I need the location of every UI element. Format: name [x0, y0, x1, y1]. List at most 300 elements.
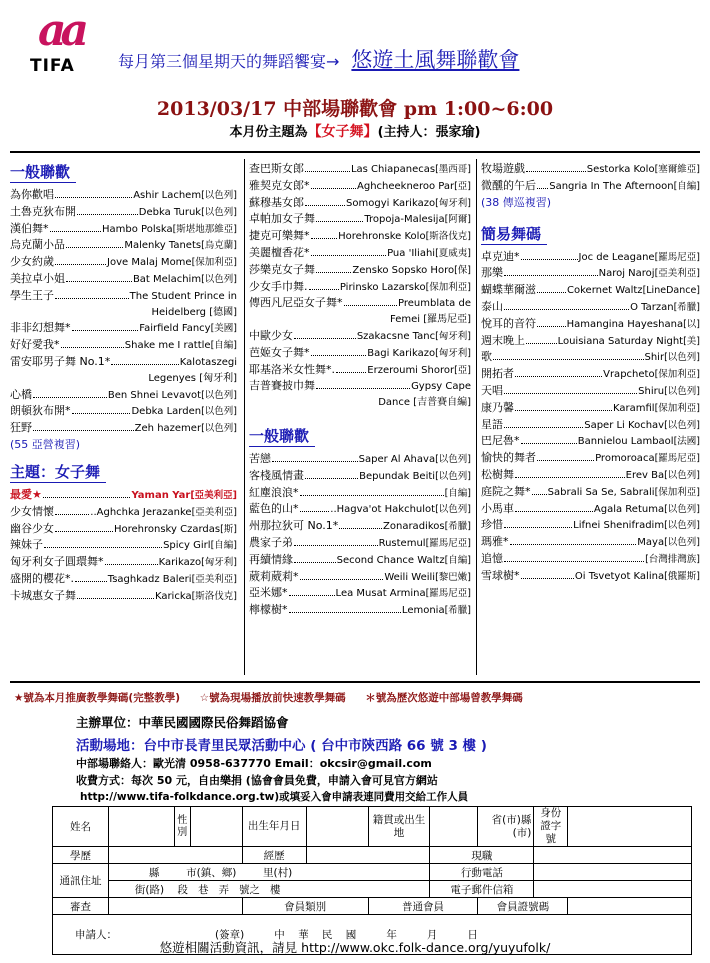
dot-leader	[111, 364, 179, 365]
dance-entry	[249, 535, 471, 552]
dance-list	[10, 487, 237, 605]
dance-chinese-name: 開拓者	[481, 367, 514, 381]
dance-entry	[249, 211, 471, 228]
label-education: 學歷	[53, 847, 109, 864]
form-row-address-2	[53, 881, 692, 898]
dance-chinese-name: 雅契克女郎*	[249, 178, 310, 192]
dance-english-name: Zonaradikos	[383, 521, 445, 533]
field-review[interactable]	[108, 898, 242, 915]
field-id[interactable]	[568, 807, 692, 847]
dance-origin: [法國]	[673, 436, 700, 448]
dance-chinese-name: 康乃馨	[481, 400, 514, 414]
dot-leader	[526, 171, 586, 172]
dance-chinese-name: 吉普賽披巾舞	[249, 379, 315, 393]
dance-entry	[481, 282, 700, 299]
dance-entry	[10, 288, 237, 305]
dot-leader	[55, 531, 113, 532]
legend-star-open: ☆號為現場播放前快速教學舞碼	[199, 692, 346, 704]
dance-origin: [匈牙利]	[435, 197, 471, 209]
label-review: 審查	[53, 898, 109, 915]
label-address: 通訊住址	[53, 864, 109, 898]
dance-origin: [匈牙利]	[435, 330, 471, 342]
dot-leader	[272, 461, 358, 462]
dance-entry	[10, 320, 237, 337]
dance-entry	[249, 602, 471, 619]
dance-list	[249, 161, 471, 411]
organizer: 主辦單位：中華民國國際民俗舞蹈協會	[76, 715, 289, 730]
field-name[interactable]	[108, 807, 174, 847]
dance-english-name: Kalotaszegi	[179, 356, 237, 368]
theme-prefix: 本月份主題為	[229, 125, 308, 140]
dance-english-name: Gypsy Cape	[411, 381, 471, 393]
dot-leader	[72, 330, 139, 331]
label-applicant: 申請人：	[75, 929, 118, 941]
dance-origin: [自編]	[444, 554, 471, 566]
dance-origin: [以色列]	[201, 190, 237, 201]
dance-origin: [亞]	[454, 180, 471, 192]
dance-english-name: Lemonia	[401, 605, 445, 617]
dance-chinese-name: 為你歡唱	[10, 188, 54, 201]
dance-chinese-name: 傳西凡尼亞女子舞*	[249, 296, 343, 310]
label-phone: 行動電話	[430, 864, 534, 881]
column-1	[10, 159, 237, 675]
dance-chinese-name: 巴尼魯*	[481, 434, 520, 448]
dot-leader	[504, 561, 644, 562]
dance-entry	[481, 501, 700, 518]
dance-origin: [匈牙利]	[201, 557, 237, 569]
dance-english-name: Louisiana Saturday Night	[557, 335, 684, 347]
dance-english-name: Yaman Yar	[131, 489, 191, 501]
dance-english-name: Lifnei Shenifradim	[573, 520, 665, 532]
label-origin: 籍貫或出生地	[368, 807, 430, 847]
dance-chinese-name: 天唱	[481, 383, 503, 397]
label-current-job: 現職	[430, 847, 534, 864]
fee: 收費方式：每次 50 元，自由樂捐 (協會會員免費，申請入會可見官方網站	[76, 774, 438, 787]
dance-chinese-name: 美麗檀香花*	[249, 245, 310, 259]
dance-origin: [以色列]	[201, 389, 237, 401]
dance-chinese-name: 好好愛我*	[10, 338, 60, 352]
dance-origin: [以色列]	[435, 470, 471, 482]
field-email[interactable]	[534, 881, 692, 898]
dance-origin: [自編]	[210, 340, 237, 352]
dance-entry	[249, 569, 471, 586]
dot-leader	[311, 355, 367, 356]
dance-english-name: Zeh hazemer	[134, 423, 202, 435]
dot-leader	[311, 255, 387, 256]
dance-entry	[481, 534, 700, 551]
dance-english-name: Spicy Girl	[163, 540, 211, 552]
dance-origin: [自編]	[444, 487, 471, 499]
dot-leader	[44, 547, 162, 548]
label-member-type: 會員類別	[242, 898, 368, 915]
dance-origin: [羅馬尼亞]	[654, 453, 700, 465]
dot-leader	[66, 247, 123, 248]
dance-origin: [烏克蘭]	[201, 240, 237, 252]
dance-english-name: Malenky Tanets	[124, 240, 202, 252]
dance-origin: [以色列]	[664, 537, 700, 549]
dance-origin: [夏威夷]	[435, 247, 471, 259]
dance-chinese-name: 卡城惠女子舞	[10, 588, 76, 602]
dance-english-name: Lea Musat Armina	[335, 588, 426, 600]
dance-origin: [匈牙利]	[435, 347, 471, 359]
dance-chinese-name: 亞米娜*	[249, 586, 288, 600]
review-note: (55 亞營複習)	[10, 437, 81, 451]
dance-chinese-name: 微醺的午后	[481, 178, 536, 192]
dance-entry	[481, 349, 700, 366]
dance-chinese-name: 小馬車	[481, 501, 514, 515]
dance-english-name: Weili Weili	[384, 571, 436, 583]
dance-english-name: Debka Turuk	[138, 206, 202, 218]
section-title: 簡易舞碼	[481, 223, 547, 245]
dot-leader	[537, 326, 566, 327]
dance-entry	[249, 378, 471, 395]
dot-leader	[336, 372, 366, 373]
footer-link: 悠遊相關活動資訊，請見 http://www.okc.folk-dance.org/yuyufolk/	[159, 940, 551, 955]
field-address-line-2[interactable]: 街(路) 段 巷 弄 號之 樓	[108, 881, 430, 898]
dance-origin: [自編]	[673, 180, 700, 192]
tagline	[118, 44, 519, 74]
dance-english-name: Erzeroumi Shoror	[367, 364, 455, 376]
dot-leader	[504, 393, 637, 394]
dot-leader	[75, 581, 107, 582]
dance-origin: [保加利亞]	[654, 486, 700, 498]
dance-entry	[10, 571, 237, 588]
dance-entry	[249, 295, 471, 312]
dance-entry	[10, 254, 237, 271]
dot-leader	[521, 578, 574, 579]
form-row-identity	[53, 807, 692, 847]
dance-chinese-name: 庭院之舞*	[481, 484, 531, 498]
dance-chinese-name: 歌	[481, 350, 492, 364]
dance-origin: [以色列]	[664, 503, 700, 515]
dance-english-name: Bannielou Lambaol	[577, 436, 674, 448]
dance-english-name: Fairfield Fancy	[139, 323, 211, 335]
dance-entry	[481, 484, 700, 501]
dot-leader	[55, 264, 106, 265]
dance-origin: [以色列]	[664, 469, 700, 481]
dance-english-name: Horehronske Kolo	[338, 231, 426, 243]
dot-leader	[300, 579, 384, 580]
dance-origin: [亞美利亞]	[190, 489, 237, 501]
dance-english-name: Aghcheekneroo Par	[357, 180, 455, 192]
dance-origin: [LineDance]	[642, 285, 700, 297]
dance-english-name: Tsaghkadz Baleri	[107, 573, 192, 585]
label-email: 電子郵件信箱	[430, 881, 534, 898]
legend	[14, 690, 704, 705]
dance-entry	[249, 585, 471, 602]
dance-origin: [保加利亞]	[191, 257, 237, 269]
dance-origin: [希臘]	[444, 521, 471, 533]
dance-entry	[10, 237, 237, 254]
label-date: 中 華 民 國 年 月 日	[274, 929, 478, 941]
dot-leader	[77, 598, 154, 599]
dance-origin: [墨西哥]	[435, 164, 471, 175]
dance-english-name: Sabrali Sa Se, Sabrali	[547, 486, 655, 498]
form-row-address-1	[53, 864, 692, 881]
dance-origin: [羅馬尼亞]	[654, 251, 700, 263]
dance-english-name: Debka Larden	[131, 406, 202, 418]
dance-english-name: Bepundak Beiti	[359, 470, 436, 482]
dance-chinese-name: 漢伯舞*	[10, 221, 49, 235]
logo-mark-icon: aa	[38, 5, 84, 56]
dot-leader	[294, 338, 356, 339]
dance-english-name: Second Chance Waltz	[336, 554, 445, 566]
dance-english-name: Karamfil	[613, 402, 655, 414]
dance-entry	[10, 354, 237, 371]
dance-entry	[481, 299, 700, 316]
dance-origin: [以色列]	[201, 406, 237, 418]
field-origin[interactable]	[430, 807, 478, 847]
dance-origin: [以色列]	[201, 273, 237, 285]
dance-entry	[481, 333, 700, 350]
membership-form	[52, 806, 692, 955]
dance-origin: [以色列]	[664, 520, 700, 532]
dot-leader	[344, 305, 398, 306]
section-title: 一般聯歡	[10, 161, 76, 183]
dance-origin: [阿爾]	[444, 214, 471, 226]
dance-english-name: Cokernet Waltz	[567, 285, 643, 297]
dance-origin: [以色列]	[664, 385, 700, 397]
dance-entry	[481, 417, 700, 434]
dance-english-name: Somogyi Karikazo	[346, 197, 436, 209]
dance-entry	[481, 568, 700, 585]
dance-english-name: Ashir Lachem	[133, 190, 202, 201]
dance-entry-continued: Femei [羅馬尼亞]	[389, 314, 471, 326]
dance-english-name: Oi Tsvetyot Kalina	[574, 570, 665, 582]
dance-chinese-name: 莎樂克女子舞	[249, 262, 315, 276]
dance-entry	[10, 337, 237, 354]
dance-chinese-name: 苦戀	[249, 451, 271, 465]
field-education[interactable]	[108, 847, 242, 864]
dance-entry	[10, 387, 237, 404]
dance-origin: [希臘]	[673, 301, 700, 313]
dot-leader	[289, 612, 401, 613]
dance-english-name: Tropoja-Malesija	[364, 214, 445, 226]
dance-origin: [保加利亞]	[654, 402, 700, 414]
dance-list	[481, 161, 700, 195]
field-gender[interactable]	[190, 807, 242, 847]
dance-english-name: Szakacsne Tanc	[356, 330, 436, 342]
dot-leader	[316, 388, 410, 389]
dot-leader	[305, 205, 345, 206]
review-note: (38 傳巡複習)	[481, 195, 552, 209]
theme-line	[0, 121, 710, 141]
dance-entry	[10, 403, 237, 420]
dot-leader	[305, 478, 358, 479]
logo-text: TIFA	[30, 56, 75, 76]
dot-leader	[526, 343, 557, 344]
dance-chinese-name: 雷安耶男子舞 No.1*	[10, 354, 111, 368]
field-experience[interactable]	[306, 847, 430, 864]
dance-entry	[249, 362, 471, 379]
label-id: 身份證字號	[534, 807, 568, 847]
dot-leader	[537, 460, 594, 461]
dance-chinese-name: 烏克蘭小品	[10, 238, 65, 252]
dot-leader	[521, 259, 578, 260]
dance-entry-continued: Heidelberg [德國]	[151, 306, 237, 318]
dance-chinese-name: 美拉卓小姐	[10, 271, 65, 285]
dance-chinese-name: 客棧風情畫	[249, 468, 304, 482]
dance-origin: [保加利亞]	[654, 369, 700, 381]
dance-chinese-name: 幽谷少女	[10, 521, 54, 535]
dance-english-name: Vrapcheto	[603, 369, 655, 381]
dot-leader	[504, 427, 583, 428]
dot-leader	[77, 214, 138, 215]
dance-entry	[10, 537, 237, 554]
dance-chinese-name: 愉快的舞者	[481, 451, 536, 465]
dance-chinese-name: 耶基洛米女性舞*.	[249, 362, 335, 376]
dance-english-name: Hamangina Hayeshana	[566, 318, 684, 330]
dot-leader	[33, 397, 107, 398]
dance-chinese-name: 學生王子	[10, 288, 54, 302]
form-row-education	[53, 847, 692, 864]
dance-chinese-name: 再續情緣	[249, 552, 293, 566]
dance-origin: [希臘]	[444, 605, 471, 617]
dance-origin: [保]	[454, 264, 471, 276]
dance-entry	[249, 501, 471, 518]
venue: 活動場地：台中市長青里民眾活動中心 ( 台中市陝西路 66 號 3 樓 )	[76, 738, 487, 754]
dance-origin: [以色列]	[664, 419, 700, 431]
dance-entry	[249, 485, 471, 502]
dance-chinese-name: 中歐少女	[249, 328, 293, 342]
dance-english-name: Maya	[637, 537, 665, 549]
dance-entry	[10, 521, 237, 538]
dance-entry	[249, 195, 471, 212]
dance-english-name: Karicka	[154, 590, 192, 602]
dance-entry	[249, 245, 471, 262]
dance-origin: [羅馬尼亞]	[425, 588, 471, 600]
dance-english-name: Zensko Sopsko Horo	[352, 264, 455, 276]
dance-chinese-name: 查巴斯女郎	[249, 162, 304, 175]
dance-english-name: Bat Melachim	[132, 273, 202, 285]
dance-chinese-name: 週末晚上	[481, 333, 525, 347]
dance-english-name: O Tarzan	[630, 301, 674, 313]
form-row-review	[53, 898, 692, 915]
dance-entry	[10, 588, 237, 605]
dot-leader	[532, 494, 547, 495]
dot-leader	[294, 562, 336, 563]
dance-entry	[481, 551, 700, 568]
dance-chinese-name: 紅塵浪浪*	[249, 485, 299, 499]
dance-origin: [以]	[683, 318, 700, 330]
field-birth[interactable]	[306, 807, 368, 847]
dance-entry	[481, 249, 700, 266]
dance-entry	[249, 345, 471, 362]
dance-english-name: The Student Prince in	[129, 290, 237, 302]
dance-entry	[249, 328, 471, 345]
field-current-job[interactable]	[534, 847, 692, 864]
dance-chinese-name: 卓克迪*	[481, 249, 520, 263]
dance-english-name: Shake me I rattle	[124, 340, 211, 352]
dance-origin: [俄羅斯]	[664, 570, 700, 582]
dot-leader	[515, 511, 593, 512]
dance-entry	[10, 554, 237, 571]
field-phone[interactable]	[534, 864, 692, 881]
dance-list	[249, 451, 471, 619]
column-2	[244, 159, 471, 675]
dot-leader	[300, 511, 330, 512]
dance-chinese-name: 土魯克狄布開	[10, 204, 76, 218]
dot-leader	[294, 545, 378, 546]
dance-chinese-name: 珍惜	[481, 518, 503, 532]
dance-origin: [羅馬尼亞]	[425, 537, 471, 549]
theme-name: 【女子舞】	[307, 124, 378, 140]
dance-chinese-name: 卓帕加女子舞	[249, 212, 315, 226]
label-experience: 經歷	[242, 847, 306, 864]
label-province: 省(市)縣(市)	[478, 807, 534, 847]
dance-entry	[481, 467, 700, 484]
label-birth: 出生年月日	[242, 807, 306, 847]
dance-chinese-name: 少女手巾舞.	[249, 279, 308, 293]
dance-english-name: Bagi Karikazo	[367, 347, 436, 359]
dance-english-name: ..Hagva'ot Hakchulot	[330, 504, 436, 516]
dance-chinese-name: 泰山	[481, 299, 503, 313]
dance-entry	[481, 316, 700, 333]
dot-leader	[61, 347, 124, 348]
legend-star-filled: ★號為本月推廣教學舞碼(完整教學)	[14, 692, 181, 704]
dance-entry	[481, 265, 700, 282]
label-member-cert: 會員證號碼	[478, 898, 568, 915]
dance-chinese-name: 少女約歲	[10, 255, 54, 269]
dance-english-name: Pirinsko Lazarsko	[339, 281, 426, 293]
dance-english-name: Sestorka Kolo	[586, 164, 655, 175]
dance-entry-continued: Dance [吉普賽自編]	[378, 397, 471, 409]
dance-english-name: Sangria In The Afternoon	[549, 180, 674, 192]
dance-chinese-name: 檸檬樹*	[249, 603, 288, 617]
label-name: 姓名	[53, 807, 109, 847]
dance-english-name: Saper Al Ahava	[358, 453, 436, 465]
dance-chinese-name: 藍色的山*	[249, 502, 299, 516]
dance-chinese-name: 芭姬女子舞*	[249, 345, 310, 359]
dot-leader	[316, 272, 351, 273]
dance-chinese-name: 盛開的櫻花*.	[10, 571, 74, 585]
dot-leader	[50, 231, 102, 232]
dance-chinese-name: 牧場遊戲	[481, 162, 525, 175]
dance-origin: [自編]	[210, 540, 237, 552]
dance-origin: [亞美利亞]	[654, 268, 700, 280]
dance-entry	[249, 279, 471, 296]
dance-origin: [保加利亞]	[425, 281, 471, 293]
dot-leader	[515, 410, 612, 411]
dot-leader	[504, 309, 629, 310]
field-member-cert[interactable]	[568, 898, 692, 915]
dance-english-name: Shiru	[638, 385, 665, 397]
label-regular-member: 普通會員	[368, 898, 478, 915]
dance-chinese-name: 追憶	[481, 551, 503, 565]
dot-leader	[311, 188, 357, 189]
dance-origin: [亞]	[454, 364, 471, 376]
dance-chinese-name: 少女情懷	[10, 504, 54, 518]
dance-chinese-name: 瑪雅*	[481, 535, 509, 549]
dance-entry	[10, 221, 237, 238]
dance-english-name: Naroj Naroj	[598, 268, 655, 280]
event-date-title: 2013/03/17 中部場聯歡會 pm 1:00~6:00	[156, 98, 554, 120]
dance-entry	[249, 228, 471, 245]
dot-leader	[504, 527, 572, 528]
dance-origin: [台灣排灣族]	[645, 553, 700, 565]
dance-list	[481, 249, 700, 585]
dot-leader	[55, 298, 129, 299]
field-address-line-1[interactable]: 縣 市(鎮、鄉) 里(村)	[108, 864, 430, 881]
dance-entry	[10, 271, 237, 288]
dance-english-name: Saper Li Kochav	[584, 419, 665, 431]
dance-english-name: Rustemul	[378, 537, 426, 549]
dot-leader	[55, 197, 132, 198]
dance-entry	[249, 518, 471, 535]
dance-chinese-name: 匈牙利女子圓環舞*	[10, 555, 104, 569]
dot-leader	[510, 544, 637, 545]
dance-entry	[10, 420, 237, 437]
